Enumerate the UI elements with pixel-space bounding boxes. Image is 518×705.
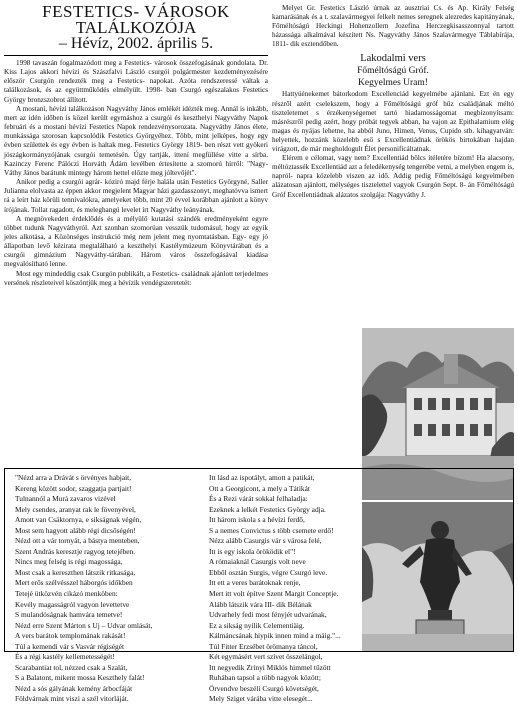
poem-line: Ebből osztán Surgis, végre Csurgó leve. (209, 567, 328, 577)
poem-line: Kevély magasságról vagyon levettetve (15, 599, 130, 609)
poem-line: Kálmáncsának hiypik innen mind a máig."... (209, 631, 341, 641)
poem-line: S mulandóságnak hamvára temetve! (15, 610, 123, 620)
poem-line: Amott van Csáktornya, e sikságnak végén, (15, 515, 142, 525)
poem-line: Itt ett a veres barátoknak renje, (209, 578, 301, 588)
article-paragraph: A megnövekedett érdeklődés és a mélyülő kutatási szándék eredményeként egyre többet tudunk Nagyváthyról. Azt szonban szomorúan vesszük tudomásul, hogy az egyik jeles alkotása, a Közönséges instrukció még nem jelent meg nyomtatásban. Egy- egy jó állapotban levő kézirata megtalálható a keszthelyi Kastélymúzeum Könyvtárában és a csurgói gimnázium Nagyváthy-tárában. Három város összefogásával kiadása megvalósítható lenne. (4, 214, 268, 269)
poem-line: Mert itt volt építve Szent Margit Conceptje. (209, 589, 339, 599)
poem-line: Scarabantiat tol, nézzed csak a Szalát, (15, 662, 128, 672)
sidebar-paragraph: Elérem e célomat, vagy nem? Excellentiád bölcs ítéletére bízom! Ha alacsony, méltóztassék Excellentiád azt a feledékenység tengerébe vetni, a melyben engem is, napról- napra közelebb viszen az idő. Addig pedig Főméltóságú kegyelmében alázatosan ajánlott, mélységes tisztelettel vagyok Csurgón Sept. 8- án Főméltóságú Gróf Excellentiádnak alázatos szolgája: Nagyváthy J. (272, 154, 514, 199)
poem-line: Most csak a kereszthen látszik ritkasága, (15, 567, 136, 577)
poem-line: Itt lásd az ispotályt, amott a patikát, (209, 473, 315, 482)
poem-line: A vers barátok templomának rakását! (15, 631, 126, 641)
poem-line: Most sem hagyott alább régi dicsőségén! (15, 525, 136, 535)
title-line-3: – Hévíz, 2002. április 5. (58, 35, 214, 52)
poem-line: Nézd ott a vár tornyát, a bástya menteben, (15, 536, 140, 546)
article-paragraph: A mostani, hévízi találkozáson Nagyváthy János emlékét idézték meg. Annál is inkább, mert az idén időben is közel került egymáshoz a csurgói és keszthelyi Nagyváthy Napok februári és a mostani hévízi Festetics Napok rendezvénysorozata. Nagyváthy János élete, munkássága szorosan kapcsolódik Festetics Györgyéhez. Több, mint jelképes, hogy egy évben születtek és egy évben is haltak meg. Festetics György 1819- ben részt vett gyökeri jószágkormányzójának csurgói temetésén. Úgy tartják, ittení megfüllése vitte a sírba. Kazinczy Ferenc Pálóczi Horváth Ádám levélben értesítette a szomorú hírről: "Nagy- Váthy János barátunk mintegy három hettel előzte meg jóltevőjét". (4, 104, 268, 177)
poem-line: Udvarhely fedi most fényjét udvarának, (209, 610, 327, 620)
poem-box (4, 468, 514, 704)
poem-line: Ott a Georgicont, a mely a Tátikát (209, 483, 310, 493)
title-rule (4, 55, 268, 56)
article-paragraph: Anikor pedig a csurgói agrár- kóziró majd férje halála után Festetics Györgyné, Saller Julianna elolvasta az éppen akkor megjelent Magyar házi gazdasszonyt, meghatóvva ismert rá a leírt ház körüli tennivalókra, amelyeket több, mint 20 évvel korábban ajánlott a könyv írójának. Tollat ragadott, és meleghangú levelet írt Nagyváthy leányának. (4, 178, 268, 214)
poem-line: Itt három iskola s a hévízi ferdő, (209, 515, 305, 525)
poem-line: Mely csendes, aranyat rak le fövenyével, (15, 504, 136, 514)
poem-line: És a régi kastély kellemetességét! (15, 652, 115, 662)
sidebar-column (272, 4, 514, 200)
poem-line: Nézz alább Casurgis vár s városa felé, (209, 536, 322, 546)
poem-line: Ez a sikság nyilik Celementiäig. (209, 620, 305, 630)
article-title (4, 4, 268, 52)
poem-line: Kereng között sodor, szaggatja partjait! (15, 483, 132, 493)
article-column (4, 4, 268, 288)
poem-line: Örvendve beszéli Csurgó követségét, (209, 683, 319, 693)
poem-line: És a Rezi várát sokkal felhaladja: (209, 494, 308, 504)
title-line-1: FESTETICS- VÁROSOK (42, 2, 230, 21)
poem-line: Alább látszik vára III- dik Bélának (209, 599, 312, 609)
poem-line: Itt is egy iskola öröködik el"! (209, 546, 296, 556)
poem-line: Szent András keresztje ragyog tetejében. (15, 546, 136, 556)
poem-line: Két egymásért vert szívet összelángol, (209, 652, 323, 662)
poem-line: S a Balatont, mikent mossa Keszthely falát! (15, 673, 145, 683)
sidebar-intro: Melyet Gr. Festetics László úrnak az ausztriai Cs. és Ap. Király Felség kamarásának és a t. szalavármegyei felkelt nemes seregnek alezredes kapitányának, Főméltóságú Heckingi Hohenzollern Jozefina Herczegkisasszonnyal tartott házassága alkalmával készített Ns. Nagyváthy János Szalavármegye Táblabírája, 1811- dik esztendőben. (272, 4, 514, 49)
poem-line: Nincs meg felség is régi magossága, (15, 557, 123, 567)
poem-line: Nézd erre Szent Márton s Uj – Udvar omlását, (15, 620, 153, 630)
poem-line: Mert erős szélvésszel háborgós időkben (15, 578, 133, 588)
article-paragraph: Most egy mindeddig csak Csurgón publikált, a Festetics- családnak ajánlott terjedelmes versének részleteivel köszöntjük meg a hévízik vendégszeretetét: (4, 269, 268, 287)
poem-line: Túl a kemendi vár s Vasvár régiségét (15, 641, 125, 651)
poem-line: "Nézd arra a Drávát s örvényes habjait, (15, 473, 132, 482)
poem-line: Földvárnak mint viszi a szél vitorláját. (15, 694, 129, 704)
poem-right-column (209, 473, 341, 705)
greeting-line-1: Főméltóságú Gróf. (357, 66, 429, 77)
poem-line: Tulnannól a Murá zavaros vizével (15, 494, 116, 504)
poem-line: A rómaiaknál Casurgis volt neve (209, 557, 306, 567)
poem-left-column (15, 473, 152, 705)
poem-heading: Lakodalmi vers (360, 53, 426, 65)
poem-line: Ezeknek a lelkét Festetics György adja. (209, 504, 326, 514)
title-line-2: TALÁLKOZÓJA (75, 18, 197, 37)
article-paragraph: 1998 tavaszán fogalmazódott meg a Festetics- városok összefogásának gondolata. Dr. Kiss Lajos akkori hévízi és Szászfalvi László csurgói polgármester kezdeményezésére először Csurgón rendezték meg a Festetics- napokat. Azóta rendszeressé váltak a találkozások, és az együttműködés elmélyült. 1998- ban Csurgó egészalakos Festetics György bronzszobrot állított. (4, 59, 268, 104)
poem-line: Itt negyedik Zrínyi Miklós himmel tűzött (209, 662, 331, 672)
poem-line: Túl Fitter Erzsébet örömanya táncol, (209, 641, 318, 651)
poem-line: Ruhában tapsol a több nagyok között; (209, 673, 321, 683)
poem-line: S a nemes Convictus s több csemete erdő! (209, 525, 334, 535)
poem-line: Nézd a sós gályának kemény árbocfáját (15, 683, 133, 693)
greeting-line-2: Kegyelmes Uram! (358, 78, 428, 89)
poem-line: Mely Sziget várába vitte elesegét... (209, 694, 313, 704)
poem-line: Tetejé ütközvén cikázó menköben: (15, 589, 118, 599)
sidebar-paragraph: Hattyúénekemet bátorkodom Excellenciád kegyelmébe ajánlani. Ezt én egy részről azért cselekszem, hogy a Főméltóságú gróf hűz családjának méltó tiszteletemet s érzékenységemet tartó hiadamosságomat megbizonyítsam: másrészről pedig azért, hogy próbát tegyek abban, ha vajon az Epithalamium elég magas és nyájas lehetne, ha abból Juno, Himen, Venus, Cupido stb. kihagyatván: helyettek, hozzánk közelebb eső s Excellentiádnak örökös birtokában hajdan virágzott, de már megholdogult Élet personificáltatnak. (272, 90, 514, 154)
